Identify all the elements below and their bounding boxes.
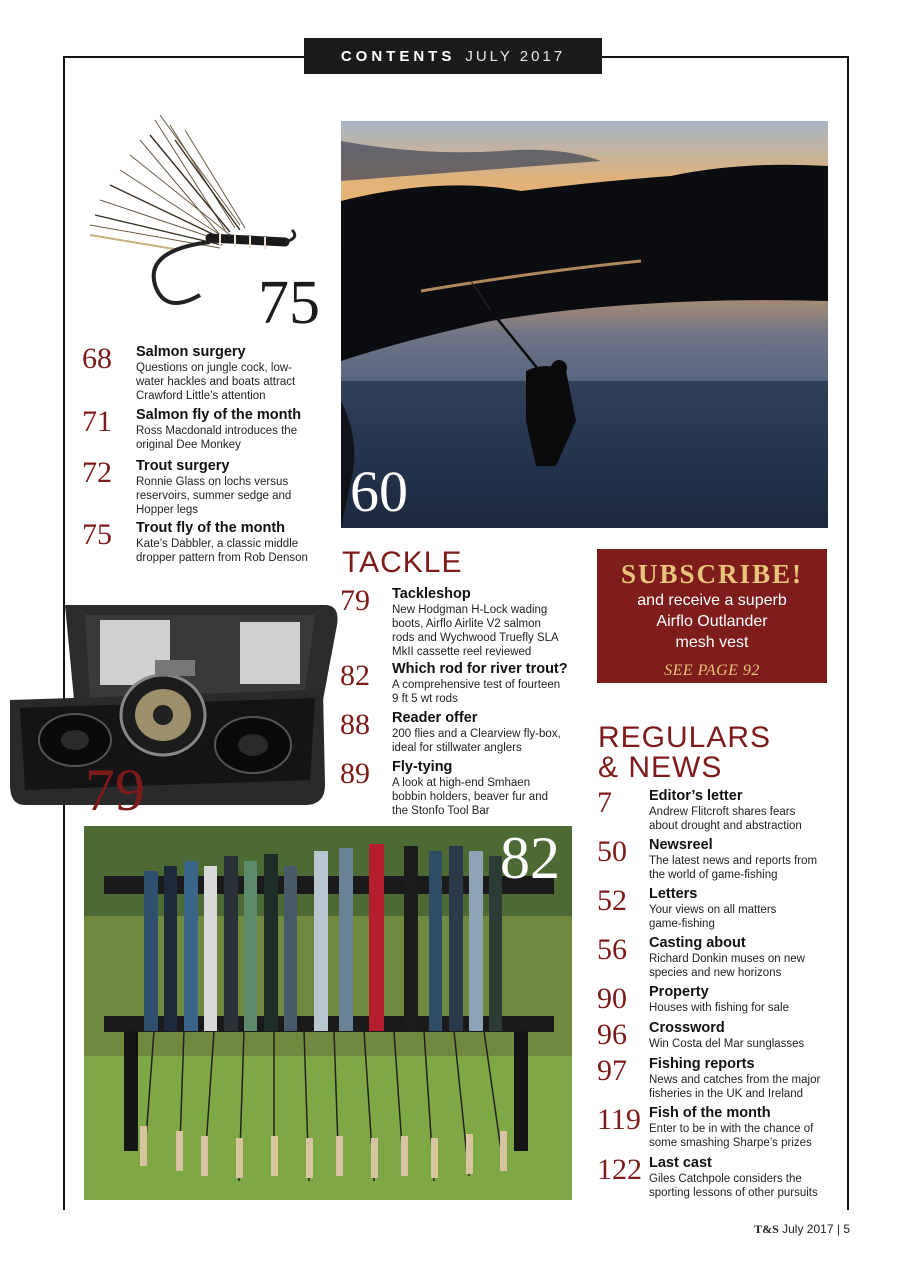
entry-desc: Richard Donkin muses on new: [649, 953, 805, 965]
entry-title: Fishing reports: [649, 1056, 755, 1072]
entry-title: Tackleshop: [392, 586, 471, 602]
page-number: 90: [597, 982, 627, 1015]
list-item[interactable]: [597, 984, 832, 1016]
river-photo: [341, 121, 828, 528]
entry-title: Editor’s letter: [649, 788, 743, 804]
subscribe-line: mesh vest: [675, 634, 749, 651]
entry-desc: A comprehensive test of fourteen: [392, 679, 561, 691]
entry-desc: boots, Airflo Airlite V2 salmon: [392, 618, 541, 630]
entry-desc: reservoirs, summer sedge and: [136, 490, 292, 502]
contents-label: CONTENTS: [340, 47, 456, 65]
list-item[interactable]: [82, 407, 322, 453]
entry-desc: dropper pattern from Rob Denson: [136, 552, 308, 564]
list-item[interactable]: [340, 759, 580, 817]
entry-desc: water hackles and boats attract: [136, 376, 296, 388]
entry-title: Fish of the month: [649, 1105, 771, 1121]
subscribe-line: Airflo Outlander: [656, 613, 768, 630]
subscribe-headline: SUBSCRIBE!: [620, 559, 804, 589]
entry-desc: Crawford Little’s attention: [136, 390, 266, 402]
entry-desc: Ronnie Glass on lochs versus: [136, 476, 289, 488]
subscribe-box[interactable]: [597, 549, 827, 683]
page-number: 71: [82, 405, 112, 438]
page-number: 88: [340, 708, 370, 741]
page-number: 119: [597, 1103, 641, 1136]
list-item[interactable]: [597, 1020, 832, 1052]
page-number: 122: [597, 1153, 642, 1186]
entry-title: Salmon fly of the month: [136, 407, 302, 423]
issue-date: JULY 2017: [465, 47, 566, 65]
page-number: 68: [82, 342, 112, 375]
entry-desc: A look at high-end Smhaen: [392, 777, 531, 789]
entry-desc: Ross Macdonald introduces the: [136, 425, 298, 437]
entry-desc: News and catches from the major: [649, 1074, 821, 1086]
entry-desc: MkII cassette reel reviewed: [392, 646, 532, 658]
entry-desc: game-fishing: [649, 918, 715, 930]
reel-page-number: 79: [85, 757, 145, 823]
entry-desc: the Stonfo Tool Bar: [392, 805, 490, 817]
magazine-logo: T&S: [754, 1222, 779, 1236]
entry-desc: sporting lessons of other pursuits: [649, 1187, 818, 1199]
list-item[interactable]: [597, 1105, 832, 1149]
list-item[interactable]: [597, 1056, 832, 1100]
list-item[interactable]: [597, 935, 832, 979]
footer-issue: July 2017: [782, 1222, 834, 1236]
page-number: 52: [597, 884, 627, 917]
footer-page-number: 5: [843, 1222, 850, 1236]
entry-desc: some smashing Sharpe’s prizes: [649, 1137, 812, 1149]
entry-title: Property: [649, 984, 709, 1000]
entry-desc: Kate’s Dabbler, a classic middle: [136, 538, 299, 550]
list-item[interactable]: [597, 886, 832, 930]
page-number: 79: [340, 584, 370, 617]
page-number: 96: [597, 1018, 627, 1051]
list-item[interactable]: [340, 586, 580, 658]
list-item[interactable]: [82, 458, 322, 516]
footer-separator: |: [836, 1222, 840, 1236]
regulars-heading-line2: & NEWS: [598, 751, 723, 784]
list-item[interactable]: [597, 837, 832, 881]
regulars-heading-line1: REGULARS: [598, 721, 772, 754]
rods-page-number: 82: [500, 825, 560, 891]
entry-title: Salmon surgery: [136, 344, 246, 360]
entry-desc: about drought and abstraction: [649, 820, 802, 832]
entry-desc: Your views on all matters: [649, 904, 777, 916]
entry-title: Newsreel: [649, 837, 713, 853]
entry-title: Crossword: [649, 1020, 725, 1036]
entry-desc: rods and Wychwood Truefly SLA: [392, 632, 559, 644]
rods-photo: [84, 826, 572, 1200]
entry-desc: 9 ft 5 wt rods: [392, 693, 458, 705]
entry-desc: ideal for stillwater anglers: [392, 742, 522, 754]
page-footer: [754, 1222, 850, 1237]
list-item[interactable]: [597, 1155, 837, 1199]
list-item[interactable]: [597, 788, 832, 832]
entry-title: Casting about: [649, 935, 746, 951]
page-number: 56: [597, 933, 627, 966]
entry-desc: Houses with fishing for sale: [649, 1002, 789, 1014]
entry-title: Trout fly of the month: [136, 520, 286, 536]
entry-title: Which rod for river trout?: [392, 661, 568, 677]
contents-header: [304, 38, 602, 74]
subscribe-line: and receive a superb: [637, 592, 787, 609]
entry-desc: original Dee Monkey: [136, 439, 241, 451]
entry-desc: species and new horizons: [649, 967, 782, 979]
page-number: 7: [597, 786, 612, 819]
list-item[interactable]: [82, 520, 322, 566]
entry-desc: The latest news and reports from: [649, 855, 818, 867]
subscribe-cta[interactable]: SEE PAGE 92: [664, 662, 760, 679]
reel-case-photo: [5, 590, 345, 815]
page-number: 75: [82, 518, 112, 551]
entry-desc: New Hodgman H-Lock wading: [392, 604, 548, 616]
fly-page-number: 75: [258, 269, 320, 337]
entry-desc: Giles Catchpole considers the: [649, 1173, 802, 1185]
tackle-heading: TACKLE: [342, 546, 463, 579]
page-number: 89: [340, 757, 370, 790]
entry-desc: Hopper legs: [136, 504, 199, 516]
page-number: 82: [340, 659, 370, 692]
entry-desc: Win Costa del Mar sunglasses: [649, 1038, 805, 1050]
entry-desc: Andrew Flitcroft shares fears: [649, 806, 796, 818]
entry-desc: bobbin holders, beaver fur and: [392, 791, 548, 803]
entry-desc: the world of game-fishing: [649, 869, 778, 881]
entry-title: Last cast: [649, 1155, 712, 1171]
page-number: 97: [597, 1054, 627, 1087]
entry-title: Letters: [649, 886, 698, 902]
list-item[interactable]: [340, 661, 580, 707]
entry-title: Fly-tying: [392, 759, 453, 775]
river-page-number: 60: [350, 459, 408, 524]
entry-desc: Questions on jungle cock, low-: [136, 362, 292, 374]
page-number: 72: [82, 456, 112, 489]
list-item[interactable]: [82, 344, 322, 402]
list-item[interactable]: [340, 710, 580, 756]
entry-title: Trout surgery: [136, 458, 230, 474]
entry-desc: fisheries in the UK and Ireland: [649, 1088, 804, 1100]
entry-desc: Enter to be in with the chance of: [649, 1123, 814, 1135]
entry-title: Reader offer: [392, 710, 478, 726]
entry-desc: 200 flies and a Clearview fly-box,: [392, 728, 561, 740]
page-number: 50: [597, 835, 627, 868]
